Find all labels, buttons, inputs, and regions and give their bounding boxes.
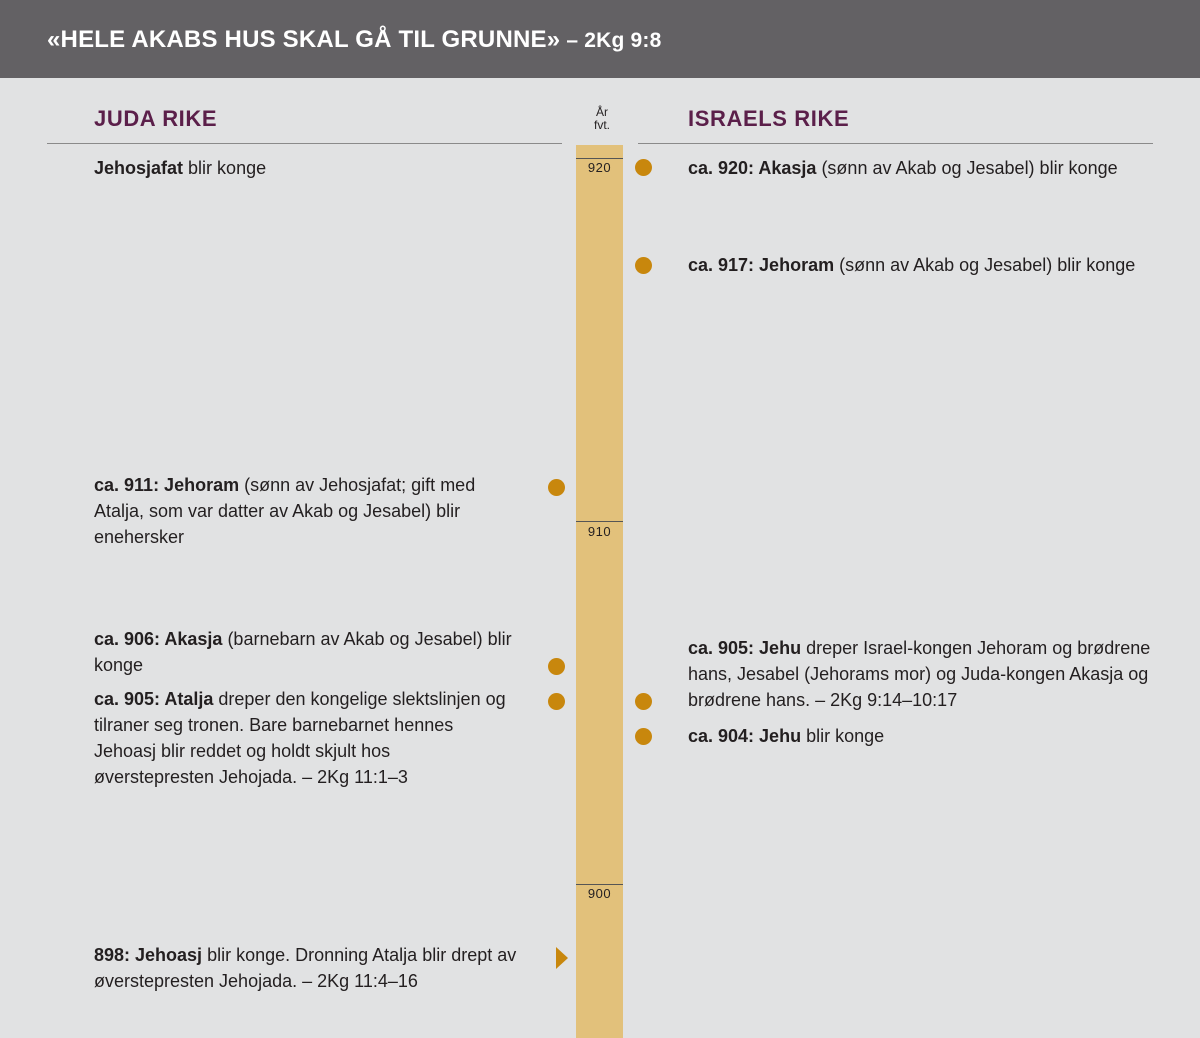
- israel-marker-904: [635, 728, 652, 745]
- event-lead: 898: Jehoasj: [94, 945, 203, 965]
- axis-unit-line1: År: [596, 105, 608, 119]
- title-text: «HELE AKABS HUS SKAL GÅ TIL GRUNNE»: [47, 26, 561, 53]
- juda-column-heading: JUDA RIKE: [94, 106, 218, 131]
- juda-event-jehoasj: [94, 942, 534, 994]
- israel-event-jehu-kills: [688, 635, 1158, 713]
- event-text: blir konge: [183, 158, 267, 178]
- event-text: blir konge. Dronning Atalja blir drept av øverstepresten Jehojada. – 2Kg 11:4–16: [94, 945, 517, 991]
- event-text: dreper den kongelige slektslinjen og tilraner seg tronen. Bare barnebarnet hennes Jehoasj blir reddet og holdt skjult hos øverstepresten Jehojada. – 2Kg 11:1–3: [94, 689, 506, 787]
- tick-910: [576, 521, 623, 522]
- event-lead: ca. 904: Jehu: [688, 726, 802, 746]
- title-reference: – 2Kg 9:8: [560, 29, 662, 52]
- event-text: (sønn av Akab og Jesabel) blir konge: [816, 158, 1118, 178]
- juda-event-atalja: [94, 686, 514, 790]
- event-text: dreper Israel-kongen Jehoram og brødrene hans, Jesabel (Jehorams mor) og Juda-kongen Akasja og brødrene hans. – 2Kg 9:14–10:17: [688, 638, 1151, 710]
- tick-label-910: 910: [587, 524, 612, 539]
- event-lead: ca. 920: Akasja: [688, 158, 817, 178]
- event-text: (barnebarn av Akab og Jesabel) blir konge: [94, 629, 512, 675]
- israel-event-jehoram: [688, 252, 1168, 278]
- juda-event-akasja: [94, 626, 514, 678]
- israel-event-jehu-king: [688, 723, 1158, 749]
- event-lead: ca. 906: Akasja: [94, 629, 223, 649]
- israel-event-akasja: [688, 155, 1168, 181]
- israel-heading-rule: [638, 143, 1153, 144]
- tick-label-900: 900: [587, 886, 612, 901]
- event-lead: ca. 905: Jehu: [688, 638, 802, 658]
- axis-unit-line2: fvt.: [593, 118, 610, 132]
- event-lead: ca. 911: Jehoram: [94, 475, 240, 495]
- event-lead: ca. 917: Jehoram: [688, 255, 835, 275]
- juda-marker-905: [548, 693, 565, 710]
- event-text: (sønn av Akab og Jesabel) blir konge: [834, 255, 1136, 275]
- event-lead: ca. 905: Atalja: [94, 689, 214, 709]
- event-text: blir konge: [801, 726, 885, 746]
- israel-marker-905: [635, 693, 652, 710]
- tick-label-920: 920: [587, 160, 612, 175]
- israel-marker-917: [635, 257, 652, 274]
- juda-event-jehosjafat: [94, 155, 534, 181]
- page-header: [0, 0, 1200, 78]
- tick-920: [576, 158, 623, 159]
- timeline-bar: [576, 145, 623, 1038]
- event-lead: Jehosjafat: [94, 158, 184, 178]
- juda-event-jehoram: [94, 472, 514, 550]
- israel-column-heading: ISRAELS RIKE: [688, 106, 850, 131]
- juda-marker-911: [548, 479, 565, 496]
- tick-900: [576, 884, 623, 885]
- juda-marker-906: [548, 658, 565, 675]
- israel-marker-920: [635, 159, 652, 176]
- header-title: [47, 26, 662, 54]
- axis-unit-label: [582, 106, 622, 132]
- event-text: (sønn av Jehosjafat; gift med Atalja, som var datter av Akab og Jesabel) blir enehersker: [94, 475, 476, 547]
- juda-heading-rule: [47, 143, 562, 144]
- juda-marker-898-arrow-icon: [556, 947, 568, 969]
